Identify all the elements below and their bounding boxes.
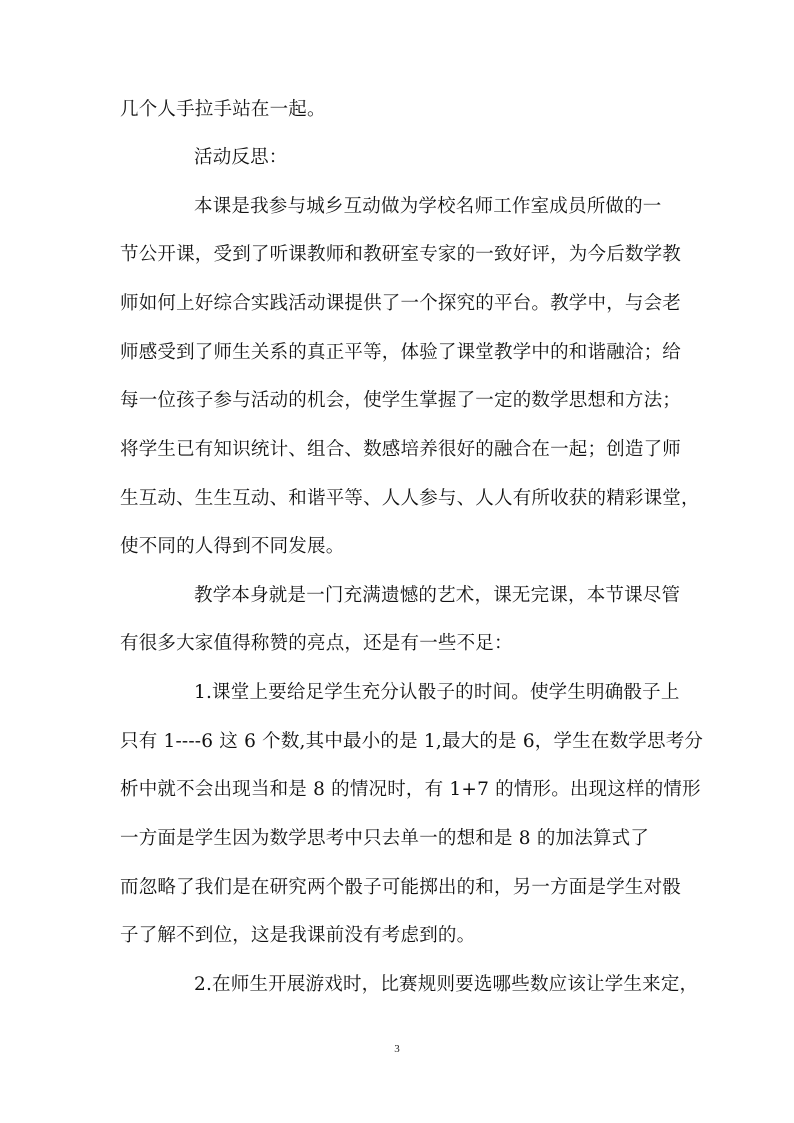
text-line-6: 师感受到了师生关系的真正平等，体验了课堂教学中的和谐融洽；给	[120, 342, 682, 363]
list-item-1-line-5: 而忽略了我们是在研究两个骰子可能掷出的和，另一方面是学生对骰	[120, 877, 682, 898]
section-heading-reflection: 活动反思：	[194, 147, 288, 168]
text-line-8: 将学生已有知识统计、组合、数感培养很好的融合在一起；创造了师	[120, 439, 682, 460]
text-line-5: 师如何上好综合实践活动课提供了一个探究的平台。教学中，与会老	[120, 293, 682, 314]
text-line-12: 有很多大家值得称赞的亮点，还是有一些不足：	[120, 633, 513, 654]
text-line-10: 使不同的人得到不同发展。	[120, 536, 345, 557]
list-item-1-line-6: 子了解不到位，这是我课前没有考虑到的。	[120, 925, 476, 946]
text-line-9: 生互动、生生互动、和谐平等、人人参与、人人有所收获的精彩课堂，	[120, 488, 700, 509]
list-item-1-line-2: 只有 1----6 这 6 个数,其中最小的是 1,最大的是 6，学生在数学思考分	[120, 731, 704, 752]
text-line-4: 节公开课，受到了听课教师和教研室专家的一致好评，为今后数学教	[120, 244, 682, 265]
list-item-1-line-1: 1.课堂上要给足学生充分认骰子的时间。使学生明确骰子上	[194, 682, 680, 703]
text-line-3: 本课是我参与城乡互动做为学校名师工作室成员所做的一	[194, 196, 662, 217]
list-item-1-line-3: 析中就不会出现当和是 8 的情况时，有 1+7 的情形。出现这样的情形	[120, 779, 701, 800]
text-line-1: 几个人手拉手站在一起。	[120, 99, 326, 120]
list-item-1-line-4: 一方面是学生因为数学思考中只去单一的想和是 8 的加法算式了	[120, 828, 650, 849]
list-item-2-line-1: 2.在师生开展游戏时，比赛规则要选哪些数应该让学生来定，	[194, 974, 699, 995]
text-line-7: 每一位孩子参与活动的机会，使学生掌握了一定的数学思想和方法；	[120, 390, 682, 411]
page-number: 3	[394, 1043, 400, 1055]
text-line-11: 教学本身就是一门充满遗憾的艺术，课无完课，本节课尽管	[194, 585, 681, 606]
